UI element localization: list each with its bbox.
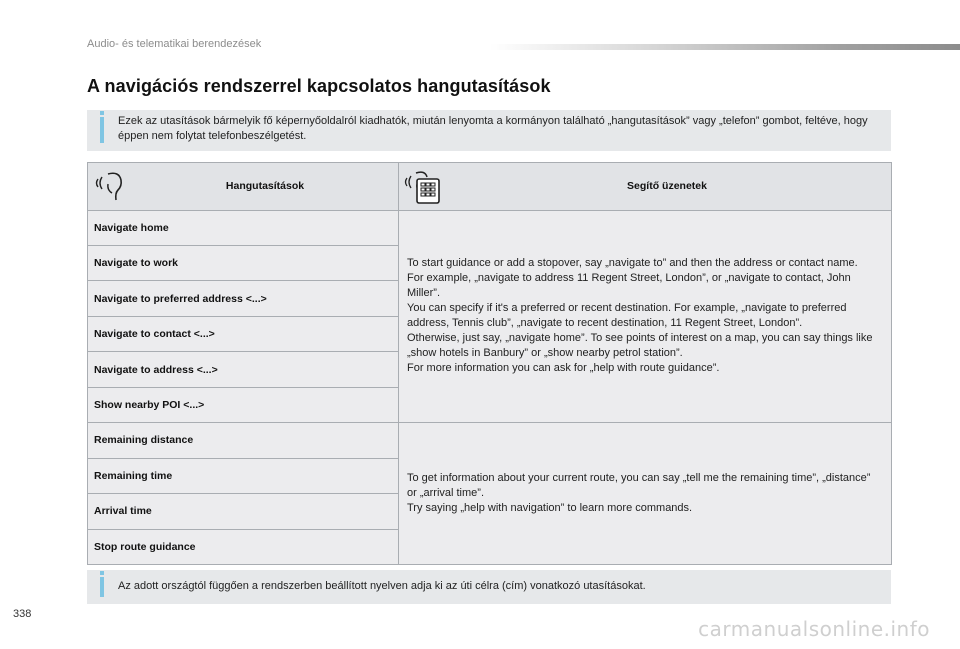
header-gradient-bar [490,44,960,50]
command-navigate-preferred-address: Navigate to preferred address <...> [88,281,399,316]
command-navigate-contact: Navigate to contact <...> [88,316,399,351]
command-arrival-time: Arrival time [88,494,399,529]
info-note-top-text: Ezek az utasítások bármelyik fő képernyőoldalról kiadhatók, miután lenyomta a kormányon található „hangutasítások” vagy „telefon” gombot, feltéve, hogy éppen nem folytat telefonbeszélgetést. [118,115,868,142]
command-remaining-time: Remaining time [88,458,399,493]
col-header-commands-label: Hangutasítások [225,180,305,193]
table-row [88,423,892,458]
page-number: 338 [13,608,32,620]
command-navigate-to-work: Navigate to work [88,246,399,281]
voice-command-icon [92,166,132,206]
command-stop-route-guidance: Stop route guidance [88,529,399,564]
help-text-line: For more information you can ask for „help with route guidance”. [407,362,720,375]
info-note-bottom [87,570,891,604]
table-row [88,210,892,245]
col-header-commands [88,163,399,211]
help-text-line: Otherwise, just say, „navigate home”. To see points of interest on a map, you can say things like „show hotels in Banbury” or „show nearby petrol station”. [407,332,873,360]
table-header-row [88,163,892,211]
help-text-line: You can specify if it's a preferred or recent destination. For example, „navigate to preferred address, Tennis club”, „navigate to recent destination, 11 Regent Street, London”. [407,302,847,330]
page-title: A navigációs rendszerrel kapcsolatos hangutasítások [87,76,551,96]
voice-commands-table [87,162,892,565]
col-header-help [399,163,892,211]
info-icon [100,577,104,597]
command-navigate-home: Navigate home [88,210,399,245]
help-navigation-commands [399,210,892,423]
command-show-nearby-poi: Show nearby POI <...> [88,387,399,422]
help-text-line: For example, „navigate to address 11 Regent Street, London”, or „navigate to contact, John Miller”. [407,272,851,300]
chapter-title: Audio- és telematikai berendezések [87,38,262,50]
info-note-bottom-text: Az adott országtól függően a rendszerben beállított nyelven adja ki az úti célra (cím) vonatkozó utasításokat. [118,580,646,592]
info-icon [100,117,104,143]
watermark: carmanualsonline.info [698,617,930,641]
help-route-info-commands [399,423,892,565]
help-text-line: To start guidance or add a stopover, say „navigate to” and then the address or contact name. [407,257,858,270]
help-text-line: To get information about your current route, you can say „tell me the remaining time”, „distance” or „arrival time”. [407,472,871,500]
command-navigate-address: Navigate to address <...> [88,352,399,387]
voice-phone-keypad-icon [403,166,443,206]
col-header-help-label: Segítő üzenetek [627,180,707,193]
command-remaining-distance: Remaining distance [88,423,399,458]
help-text-line: Try saying „help with navigation” to learn more commands. [407,502,693,515]
info-note-top [87,110,891,151]
